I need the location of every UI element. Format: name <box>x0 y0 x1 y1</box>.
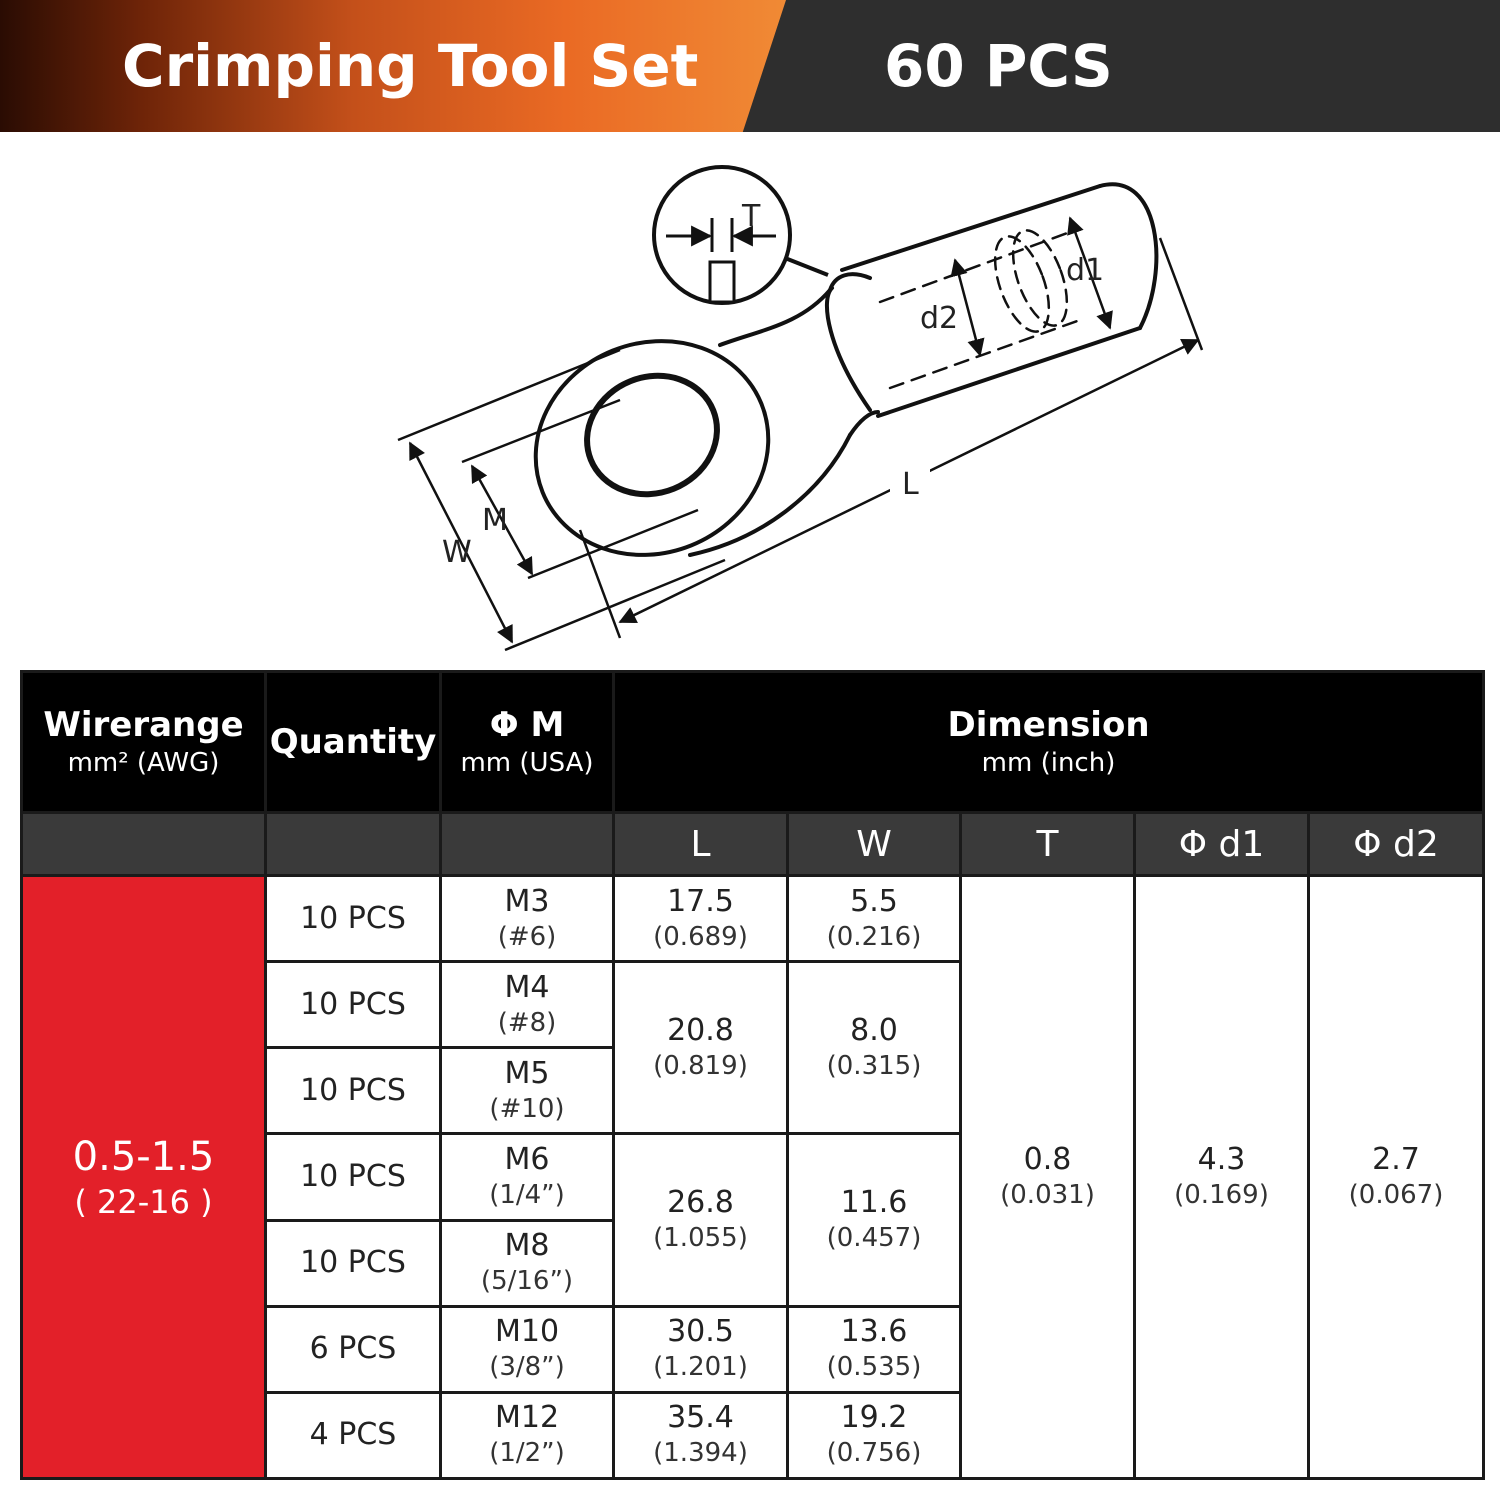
length-cell: 26.8 (1.055) <box>614 1134 788 1306</box>
length-cell: 35.4 (1.394) <box>614 1392 788 1478</box>
subheader-empty-2 <box>266 813 441 876</box>
quantity-cell: 10 PCS <box>266 1220 441 1306</box>
subheader-L: L <box>614 813 788 876</box>
header-phi-m-unit: mm (USA) <box>460 748 594 778</box>
stud-size-cell: M5 (#10) <box>441 1048 614 1134</box>
banner-piece-count: 60 PCS <box>884 32 1113 100</box>
header-phi-m <box>441 672 614 813</box>
header-phi-m-title: Φ M <box>489 705 565 745</box>
header-quantity-title: Quantity <box>269 722 437 762</box>
quantity-cell: 6 PCS <box>266 1306 441 1392</box>
banner-title: Crimping Tool Set <box>122 32 699 100</box>
quantity-cell: 4 PCS <box>266 1392 441 1478</box>
label-W: W <box>442 535 472 570</box>
quantity-cell: 10 PCS <box>266 1048 441 1134</box>
length-cell: 20.8 (0.819) <box>614 962 788 1134</box>
stud-size-cell: M12 (1/2”) <box>441 1392 614 1478</box>
header-wirerange <box>22 672 266 813</box>
d2-cell: 2.7 (0.067) <box>1309 876 1484 1479</box>
header-dimension-unit: mm (inch) <box>981 748 1116 778</box>
width-cell: 8.0 (0.315) <box>788 962 961 1134</box>
stud-size-cell: M8 (5/16”) <box>441 1220 614 1306</box>
subheader-d2: Φ d2 <box>1309 813 1484 876</box>
header-dimension <box>614 672 1484 813</box>
label-d2: d2 <box>920 301 959 336</box>
length-cell: 17.5 (0.689) <box>614 876 788 962</box>
label-M: M <box>482 503 508 538</box>
subheader-W: W <box>788 813 961 876</box>
label-T: T <box>742 199 761 234</box>
thickness-cell: 0.8 (0.031) <box>961 876 1135 1479</box>
quantity-cell: 10 PCS <box>266 962 441 1048</box>
ring-terminal-diagram <box>380 150 1240 660</box>
subheader-empty-1 <box>22 813 266 876</box>
table-row <box>22 876 1484 962</box>
header-quantity <box>266 672 441 813</box>
header-wirerange-unit: mm² (AWG) <box>67 748 220 778</box>
quantity-cell: 10 PCS <box>266 1134 441 1220</box>
subheader-empty-3 <box>441 813 614 876</box>
d1-cell: 4.3 (0.169) <box>1135 876 1309 1479</box>
header-row <box>22 672 1484 813</box>
wirerange-awg: ( 22-16 ) <box>74 1183 213 1221</box>
subheader-T: T <box>961 813 1135 876</box>
length-cell: 30.5 (1.201) <box>614 1306 788 1392</box>
quantity-cell: 10 PCS <box>266 876 441 962</box>
header-banner <box>0 0 1500 132</box>
wirerange-value: 0.5-1.5 <box>72 1134 215 1180</box>
spec-table <box>20 670 1485 1480</box>
subheader-row <box>22 813 1484 876</box>
wirerange-cell <box>22 876 266 1479</box>
thickness-detail-circle <box>654 167 828 303</box>
terminal-outline <box>503 184 1156 589</box>
header-dimension-title: Dimension <box>947 705 1150 745</box>
width-cell: 5.5 (0.216) <box>788 876 961 962</box>
width-cell: 11.6 (0.457) <box>788 1134 961 1306</box>
width-cell: 13.6 (0.535) <box>788 1306 961 1392</box>
label-d1: d1 <box>1066 253 1105 288</box>
label-L: L <box>902 467 919 502</box>
header-wirerange-title: Wirerange <box>43 705 244 745</box>
stud-size-cell: M3 (#6) <box>441 876 614 962</box>
stud-size-cell: M6 (1/4”) <box>441 1134 614 1220</box>
width-cell: 19.2 (0.756) <box>788 1392 961 1478</box>
stud-size-cell: M10 (3/8”) <box>441 1306 614 1392</box>
stud-size-cell: M4 (#8) <box>441 962 614 1048</box>
subheader-d1: Φ d1 <box>1135 813 1309 876</box>
